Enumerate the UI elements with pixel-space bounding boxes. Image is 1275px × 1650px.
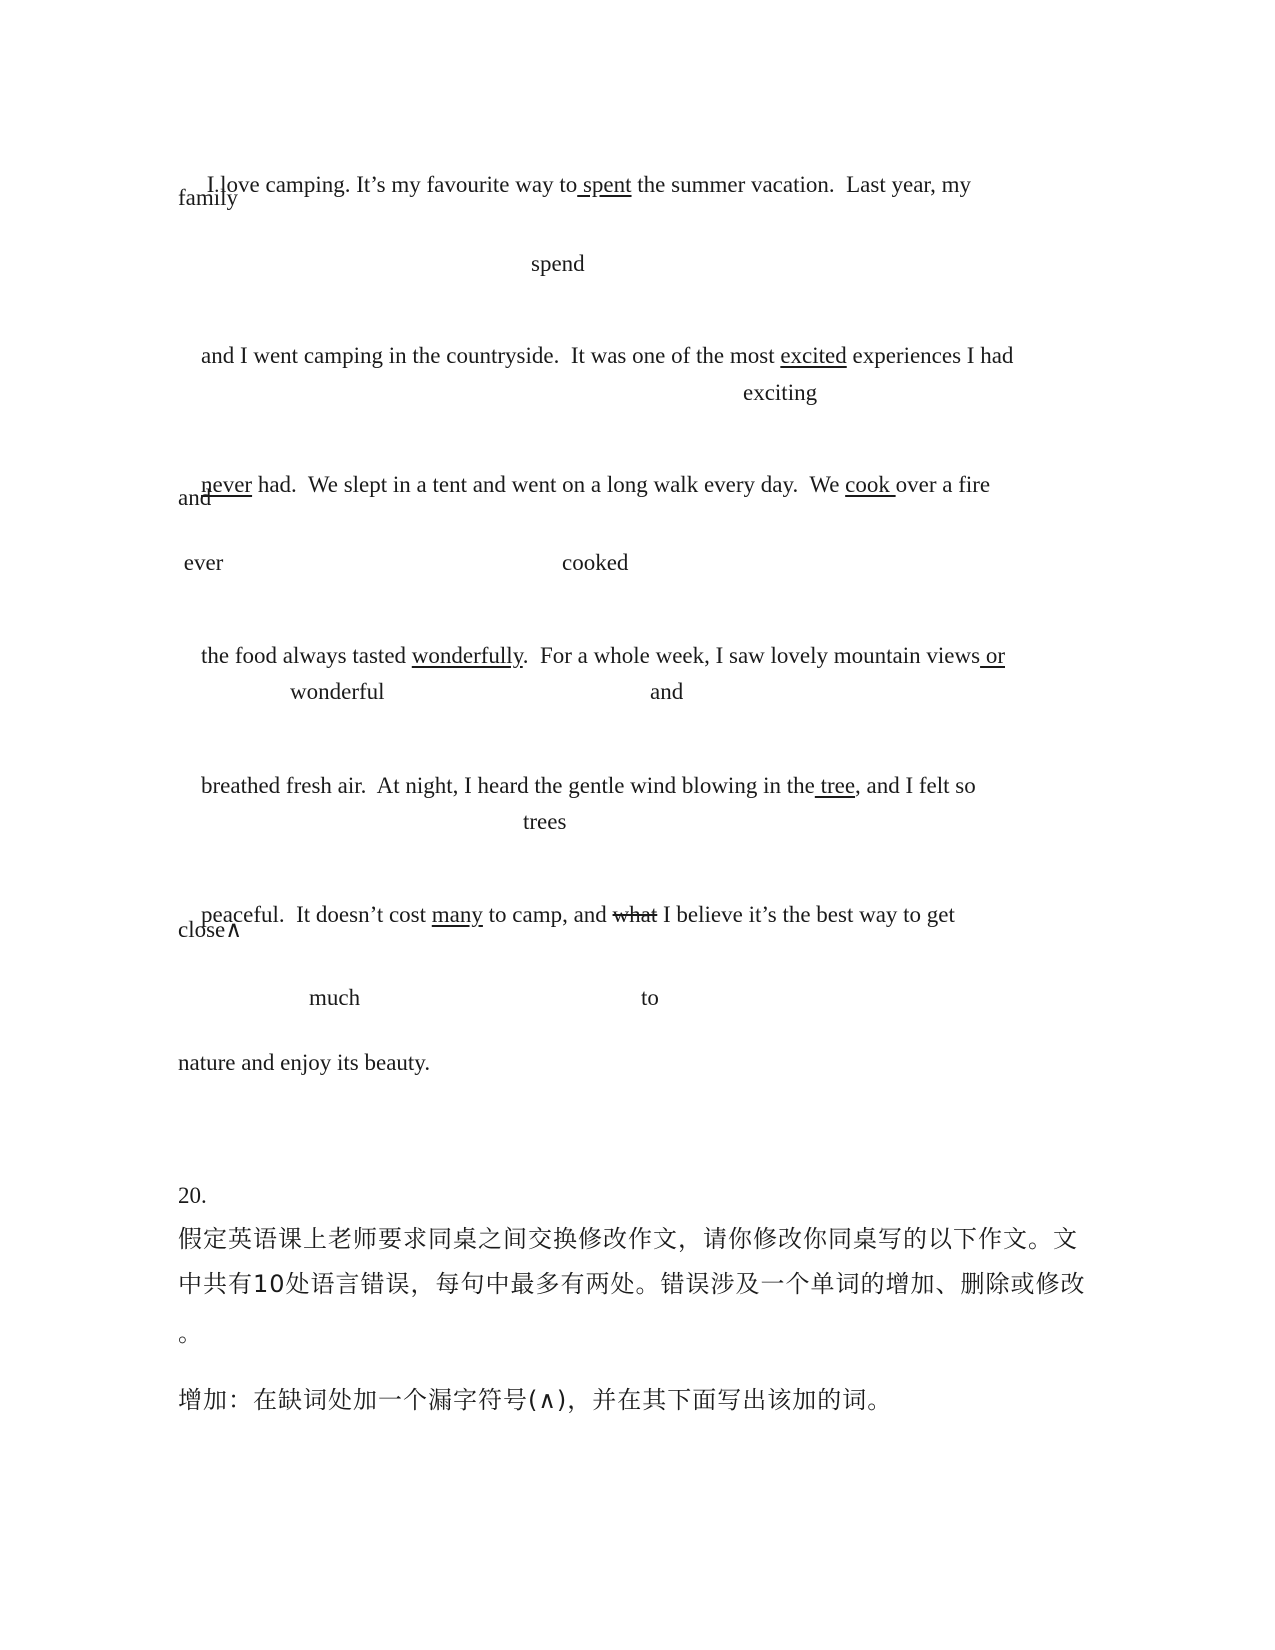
passage-line-1: I love camping. It’s my favourite way to spent the summer vacation. Last year, my	[201, 172, 972, 197]
passage-line-5: breathed fresh air. At night, I heard the gentle wind blowing in the tree, and I felt so	[201, 773, 976, 798]
deleted-what: what	[612, 902, 658, 927]
correction-much: much	[309, 985, 361, 1010]
passage-line-4: the food always tasted wonderfully. For a whole week, I saw lovely mountain views or	[201, 643, 1005, 668]
question-number: 20.	[178, 1183, 207, 1208]
error-never: never	[201, 472, 253, 497]
correction-wonderful: wonderful	[290, 679, 385, 704]
passage-line-3b: and	[178, 485, 212, 510]
correction-trees: trees	[523, 809, 567, 834]
question-text-line-2: 中共有10处语言错误，每句中最多有两处。错误涉及一个单词的增加、删除或修改	[178, 1270, 1086, 1298]
passage-line-7: nature and enjoy its beauty.	[178, 1050, 431, 1075]
passage-line-6b: close∧	[178, 917, 243, 942]
passage-line-3: never had. We slept in a tent and went on a long walk every day. We cook over a fire	[201, 472, 991, 497]
error-many: many	[431, 902, 483, 927]
error-tree: tree	[814, 773, 856, 798]
error-excited: excited	[780, 343, 847, 368]
error-wonderfully: wonderfully	[411, 643, 523, 668]
error-cook: cook	[845, 472, 896, 497]
correction-spend: spend	[531, 251, 585, 276]
passage-line-6: peaceful. It doesn’t cost many to camp, and what I believe it’s the best way to get	[201, 902, 955, 927]
error-spent: spent	[577, 172, 632, 197]
correction-exciting: exciting	[743, 380, 818, 405]
question-text-line-3: 。	[178, 1319, 203, 1347]
passage-line-1b: family	[178, 185, 239, 210]
correction-to: to	[641, 985, 659, 1010]
correction-and: and	[650, 679, 684, 704]
instruction-add: 增加：在缺词处加一个漏字符号(∧)，并在其下面写出该加的词。	[178, 1386, 893, 1414]
correction-cooked: cooked	[562, 550, 629, 575]
question-text-line-1: 假定英语课上老师要求同桌之间交换修改作文，请你修改你同桌写的以下作文。文	[178, 1225, 1078, 1253]
correction-ever: ever	[178, 550, 224, 575]
passage-line-2: and I went camping in the countryside. It was one of the most excited experiences I had	[201, 343, 1014, 368]
error-or: or	[980, 643, 1005, 668]
